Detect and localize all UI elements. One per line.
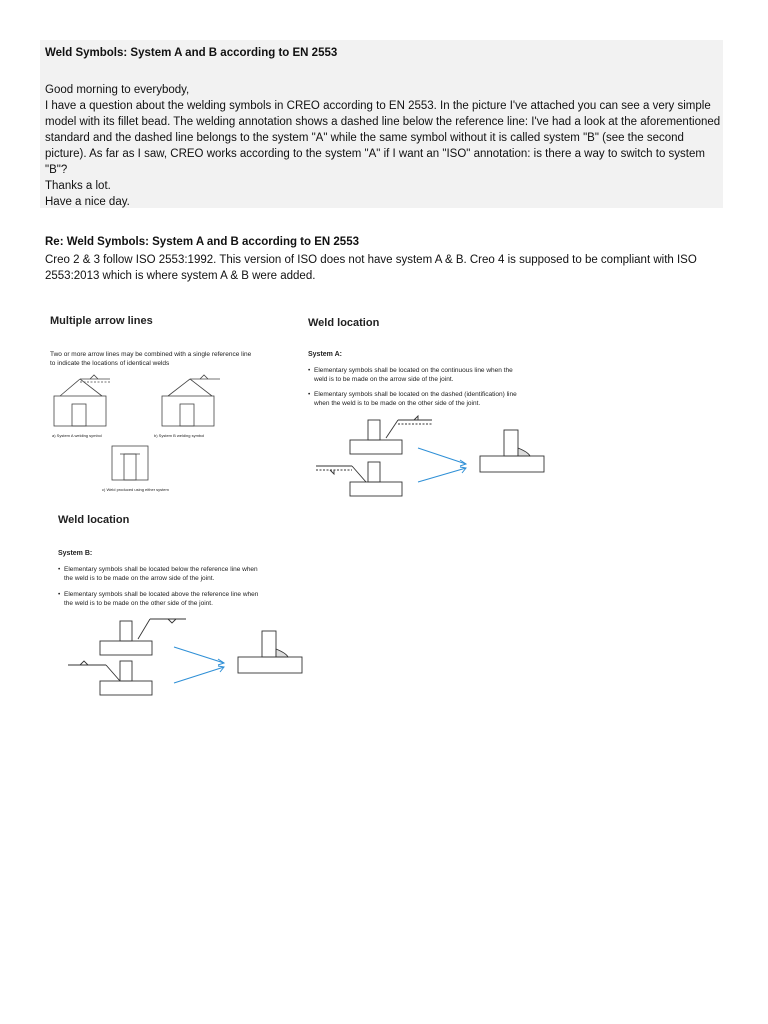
weld-result-drawing bbox=[112, 446, 148, 480]
system-a-result-drawing bbox=[480, 430, 544, 472]
figure2-bullet1-line2: weld is to be made on the arrow side of the joint. bbox=[314, 376, 454, 383]
figure3-bullet1-line2: the weld is to be made on the arrow side of the joint. bbox=[64, 575, 215, 582]
figure3-bullet1-line1: Elementary symbols shall be located below the reference line when bbox=[64, 566, 258, 573]
figure3-bullet1-marker: • bbox=[58, 566, 61, 573]
figure3-bullet2-line2: the weld is to be made on the other side of the joint. bbox=[64, 600, 213, 607]
figure-multiple-arrow-lines bbox=[40, 306, 302, 500]
figure3-bullet2-marker: • bbox=[58, 591, 61, 598]
question-greeting: Good morning to everybody, bbox=[45, 84, 190, 96]
system-b-weld-drawing bbox=[162, 375, 220, 426]
figure3-bullet2-line1: Elementary symbols shall be located above the reference line when bbox=[64, 591, 259, 598]
figure2-system: System A: bbox=[308, 351, 342, 358]
question-closing: Have a nice day. bbox=[45, 196, 130, 208]
figure2-bullet2-line1: Elementary symbols shall be located on the dashed (identification) line bbox=[314, 391, 517, 398]
figure2-bullet2-marker: • bbox=[308, 391, 311, 398]
figure-multiple-arrow-lines-svg bbox=[40, 306, 302, 500]
system-b-other-side-drawing bbox=[68, 661, 152, 695]
system-a-other-side-drawing bbox=[316, 462, 402, 496]
question-thanks: Thanks a lot. bbox=[45, 180, 111, 192]
reply-title: Re: Weld Symbols: System A and B according to EN 2553 bbox=[45, 236, 359, 248]
figure-weld-location-system-b bbox=[40, 505, 314, 699]
system-a-weld-drawing bbox=[54, 375, 110, 426]
figure2-bullet1-line1: Elementary symbols shall be located on the continuous line when the bbox=[314, 367, 513, 374]
system-b-arrow-side-drawing bbox=[100, 619, 186, 655]
figure-weld-location-system-b-svg bbox=[40, 505, 314, 699]
system-b-result-drawing bbox=[238, 631, 302, 673]
figure-weld-location-system-a bbox=[302, 306, 568, 500]
figure2-title: Weld location bbox=[308, 317, 380, 329]
figure1-caption-line2: to indicate the locations of identical welds bbox=[50, 360, 170, 367]
system-a-blue-arrows bbox=[418, 448, 466, 482]
system-b-blue-arrows bbox=[174, 647, 224, 683]
figure3-title: Weld location bbox=[58, 514, 130, 526]
figure1-label-c: c) Weld produced using either system bbox=[102, 487, 169, 492]
question-body bbox=[45, 82, 725, 210]
figure2-bullet1-marker: • bbox=[308, 367, 311, 374]
figure1-label-b: b) System B welding symbol bbox=[154, 433, 205, 438]
question-title: Weld Symbols: System A and B according to EN 2553 bbox=[45, 47, 338, 59]
figure1-label-a: a) System A welding symbol bbox=[52, 433, 102, 438]
figure3-system: System B: bbox=[58, 550, 93, 557]
reply-body: Creo 2 & 3 follow ISO 2553:1992. This version of ISO does not have system A & B. Creo 4 is supposed to be compliant with ISO 2553:2013 which is where system A & B were added. bbox=[45, 254, 697, 282]
figure2-bullet2-line2: when the weld is to be made on the other side of the joint. bbox=[314, 400, 481, 407]
figure-weld-location-system-a-svg bbox=[302, 306, 568, 500]
figure1-title: Multiple arrow lines bbox=[50, 315, 153, 327]
question-text: I have a question about the welding symbols in CREO according to EN 2553. In the picture I've attached you can see a very simple model with its fillet bead. The welding annotation shows a dashed line below the reference line: I've had a look at the aforementioned standard and the dashed line belongs to the system "A" while the same symbol without it is called system "B" (see the second picture). As far as I saw, CREO works according to the system "A" if I want an "ISO" annotation: is there a way to switch to system "B"? bbox=[45, 100, 721, 176]
figure1-caption-line1: Two or more arrow lines may be combined with a single reference line bbox=[50, 351, 252, 358]
